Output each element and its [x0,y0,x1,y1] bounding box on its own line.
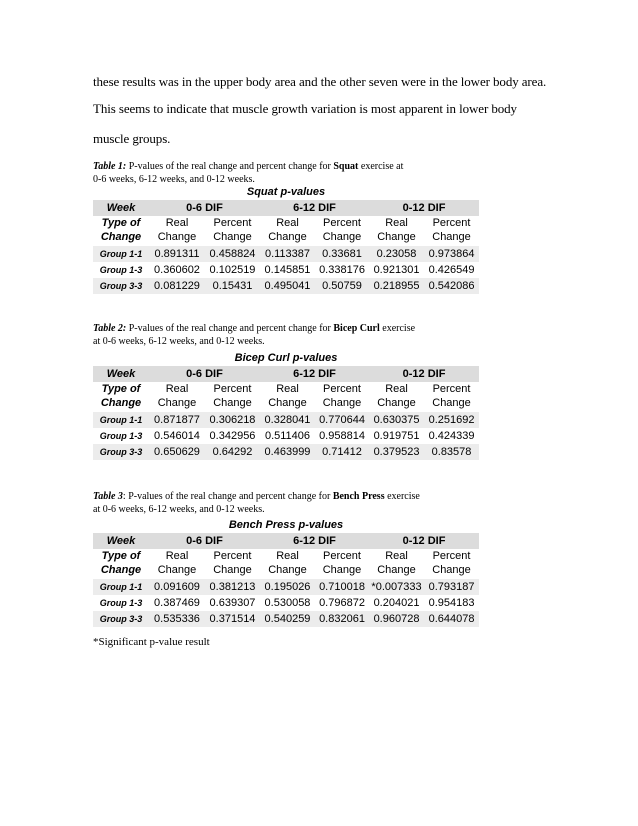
type-of-label: Type of [101,383,141,395]
group-label: Group 3-3 [93,278,149,294]
p-value-cell: 0.371514 [205,611,260,627]
period-header: 0-12 DIF [369,366,479,382]
caption-text-end: exercise [379,323,416,334]
p-value-cell: 0.379523 [369,444,424,460]
caption-text-end: exercise at [358,161,404,172]
column-header: Change [157,397,197,409]
table-caption [93,322,415,348]
period-header: 6-12 DIF [260,200,369,216]
week-label: Week [93,533,149,549]
group-label: Group 1-3 [99,431,143,441]
p-value-cell: 0.542086 [424,278,479,294]
table-row [93,262,479,278]
exercise-name: Squat [333,161,359,172]
p-value-cell: 0.50759 [315,278,369,294]
table-row [93,611,479,627]
p-value-cell: 0.958814 [319,430,365,442]
column-header: Change [268,564,307,576]
column-header: Percent [432,550,471,562]
period-header: 0-12 DIF [369,200,479,216]
group-label: Group 1-1 [93,412,149,428]
column-header: Change [268,397,307,409]
p-value-cell: 0.793187 [424,579,479,595]
p-value-cell: 0.306218 [205,412,260,428]
p-value-cell: *0.007333 [369,579,424,595]
column-header: Percent [432,383,471,395]
p-value-cell: 0.338176 [319,264,365,276]
column-header: Percent [213,217,252,229]
caption-text-end: exercise [384,491,420,502]
caption-text: P-values of the real change and percent change for [126,161,334,172]
period-header: 0-6 DIF [149,200,260,216]
p-value-cell: 0.33681 [315,246,369,262]
caption-line-2: at 0-6 weeks, 6-12 weeks, and 0-12 weeks. [93,504,265,515]
p-value-cell: 0.921301 [373,264,420,276]
column-header-row [93,549,479,563]
footnote: *Significant p-value result [93,636,210,648]
p-value-cell: 0.381213 [205,579,260,595]
p-value-cell: 0.71412 [315,444,369,460]
p-values-table [93,533,479,627]
p-value-cell: 0.342956 [209,430,256,442]
p-value-cell: 0.954183 [428,597,475,609]
exercise-name: Bench Press [332,491,385,502]
p-value-cell: 0.495041 [260,278,315,294]
p-value-cell: 0.919751 [373,430,420,442]
table-row [93,246,479,262]
group-label: Group 3-3 [93,444,149,460]
column-header: Real [165,217,189,229]
p-value-cell: 0.644078 [424,611,479,627]
column-header: Real [385,550,408,562]
p-value-cell: 0.195026 [260,579,315,595]
p-value-cell: 0.204021 [373,597,420,609]
table-title: Bench Press p-values [228,519,344,531]
column-header: Real [276,217,299,229]
caption-line-2: 0-6 weeks, 6-12 weeks, and 0-12 weeks. [93,174,255,185]
column-header: Real [165,550,189,562]
period-header-row [93,533,479,549]
column-header-row [93,563,479,577]
column-header: Real [276,383,299,395]
week-label: Week [93,200,149,216]
type-of-label: Type of [101,217,141,229]
column-header-row [93,382,479,396]
group-label: Group 1-3 [99,265,143,275]
p-value-cell: 0.091609 [149,579,205,595]
p-value-cell: 0.770644 [315,412,369,428]
column-header: Percent [323,383,361,395]
p-value-cell: 0.360602 [154,264,200,276]
period-header-row [93,200,479,216]
p-value-cell: 0.102519 [209,264,256,276]
body-text-line-1: these results was in the upper body area and the other seven were in the lower body area. [93,74,547,89]
p-value-cell: 0.540259 [260,611,315,627]
table-caption [93,160,403,186]
change-label: Change [100,397,142,409]
p-value-cell: 0.426549 [428,264,475,276]
table-row [93,278,479,294]
p-value-cell: 0.328041 [260,412,315,428]
group-label: Group 1-1 [93,579,149,595]
p-value-cell: 0.630375 [369,412,424,428]
table-number: Table 1: [93,161,127,172]
p-values-table [93,366,479,460]
p-value-cell: 0.891311 [149,246,205,262]
column-header: Change [213,397,252,409]
column-header: Change [322,231,362,243]
column-header: Change [157,564,197,576]
p-value-cell: 0.973864 [424,246,479,262]
table-row [93,444,479,460]
column-header: Change [157,231,197,243]
p-value-cell: 0.871877 [149,412,205,428]
group-label: Group 1-3 [99,598,143,608]
table-row [93,428,479,444]
period-header: 0-12 DIF [369,533,479,549]
table-row [93,412,479,428]
p-value-cell: 0.960728 [369,611,424,627]
body-text-line-2: This seems to indicate that muscle growth variation is most apparent in lower body [93,101,517,116]
table-title: Squat p-values [246,186,326,198]
column-header-row [93,230,479,244]
column-header: Percent [432,217,471,229]
p-value-cell: 0.23058 [369,246,424,262]
table-row [93,595,479,611]
caption-line-2: at 0-6 weeks, 6-12 weeks, and 0-12 weeks. [93,336,265,347]
column-header: Real [165,383,189,395]
p-value-cell: 0.650629 [149,444,205,460]
p-value-cell: 0.511406 [264,430,311,442]
column-header: Change [432,231,471,243]
period-header: 6-12 DIF [260,366,369,382]
column-header: Change [213,564,252,576]
column-header-row [93,216,479,230]
column-header: Real [385,383,408,395]
type-of-label: Type of [101,550,141,562]
p-value-cell: 0.387469 [154,597,200,609]
p-value-cell: 0.113387 [260,246,315,262]
p-value-cell: 0.639307 [209,597,256,609]
p-value-cell: 0.145851 [264,264,311,276]
period-header-row [93,366,479,382]
column-header: Percent [213,550,252,562]
period-header: 6-12 DIF [260,533,369,549]
table-number: Table 2: [93,323,127,334]
group-label: Group 3-3 [93,611,149,627]
column-header: Change [432,397,471,409]
column-header: Percent [323,217,361,229]
p-value-cell: 0.218955 [369,278,424,294]
p-value-cell: 0.83578 [424,444,479,460]
p-value-cell: 0.424339 [428,430,475,442]
p-values-table [93,200,479,294]
week-label: Week [93,366,149,382]
change-label: Change [100,564,142,576]
column-header: Real [385,217,408,229]
p-value-cell: 0.64292 [205,444,260,460]
p-value-cell: 0.458824 [205,246,260,262]
p-value-cell: 0.081229 [149,278,205,294]
column-header-row [93,396,479,410]
column-header: Change [377,564,416,576]
body-text-line-3: muscle groups. [93,131,171,146]
exercise-name: Bicep Curl [333,323,380,334]
p-value-cell: 0.251692 [424,412,479,428]
group-label: Group 1-1 [93,246,149,262]
column-header: Change [268,231,307,243]
p-value-cell: 0.546014 [154,430,200,442]
column-header: Real [276,550,299,562]
p-value-cell: 0.710018 [315,579,369,595]
column-header: Change [322,397,362,409]
table-title: Bicep Curl p-values [234,352,338,364]
p-value-cell: 0.15431 [205,278,260,294]
column-header: Change [213,231,252,243]
caption-text: : P-values of the real change and percent change for [122,491,333,502]
period-header: 0-6 DIF [149,366,260,382]
p-value-cell: 0.796872 [319,597,365,609]
column-header: Change [322,564,362,576]
column-header: Change [432,564,471,576]
p-value-cell: 0.535336 [149,611,205,627]
column-header: Change [377,397,416,409]
column-header: Percent [323,550,361,562]
table-caption [93,490,420,516]
change-label: Change [100,231,142,243]
p-value-cell: 0.463999 [260,444,315,460]
p-value-cell: 0.832061 [315,611,369,627]
caption-text: P-values of the real change and percent change for [126,323,334,334]
table-number: Table 3 [93,491,123,502]
column-header: Percent [213,383,252,395]
period-header: 0-6 DIF [149,533,260,549]
table-row [93,579,479,595]
p-value-cell: 0.530058 [264,597,311,609]
column-header: Change [377,231,416,243]
